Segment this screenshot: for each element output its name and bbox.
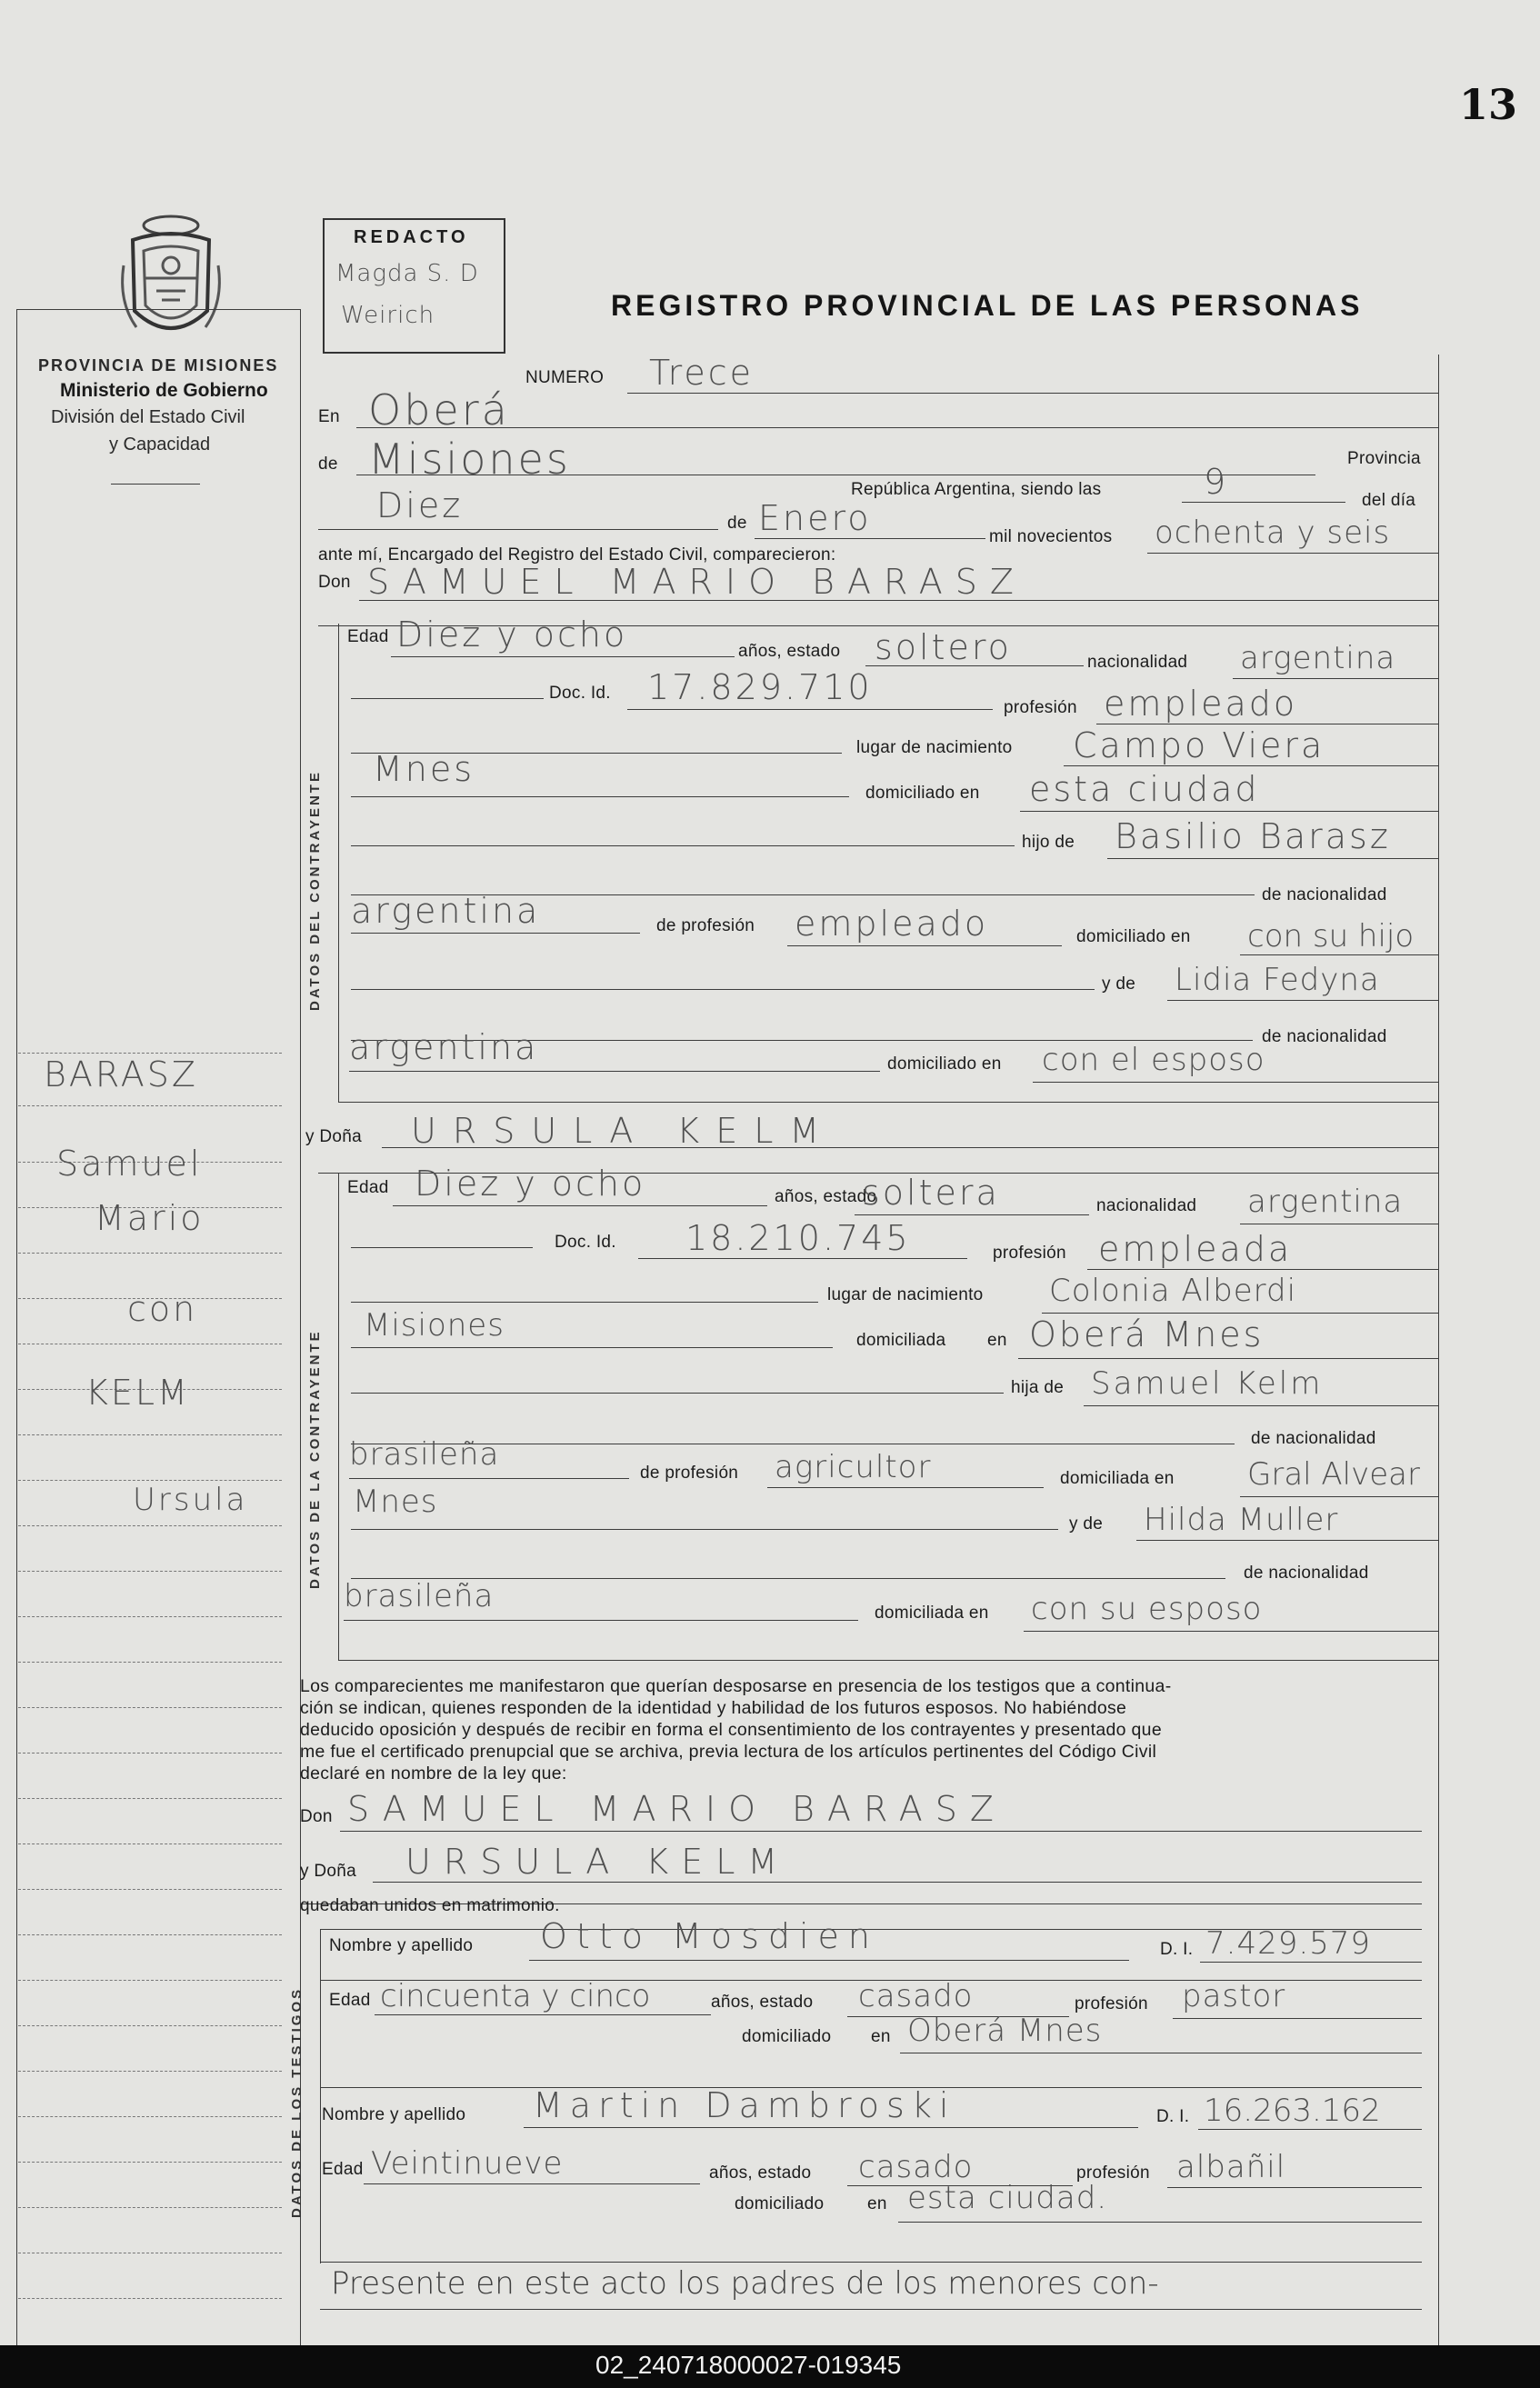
t2-dom-value: esta ciudad. (907, 2180, 1108, 2216)
f-nacionalidad-value: argentina (1247, 1184, 1404, 1220)
c-madre-value: Lidia Fedyna (1175, 962, 1380, 998)
c-profesion-label: profesión (1004, 698, 1077, 717)
decl-dona-value: URSULA KELM (405, 1842, 791, 1882)
office-division: División del Estado Civil (51, 407, 245, 427)
numero-value: Trece (649, 353, 755, 393)
c-domicilio-label: domiciliado en (865, 784, 980, 803)
margin-note-surname2: KELM (85, 1373, 190, 1413)
mes-value: Enero (758, 498, 872, 538)
t1-di-label: D. I. (1160, 1940, 1194, 1959)
provincia-label: Provincia (1347, 449, 1421, 468)
en-value: Oberá (368, 385, 510, 435)
de2-label: de (727, 514, 747, 533)
office-ministry: Ministerio de Gobierno (60, 380, 268, 401)
c-nacionalidad-value: argentina (1240, 640, 1396, 676)
margin-note-name3: Ursula (133, 1482, 248, 1518)
f-madre-value: Hilda Muller (1144, 1502, 1339, 1538)
ante-label: ante mí, Encargado del Registro del Estado Civil, comparecieron: (318, 545, 836, 565)
f-anios-label: años, estado (775, 1187, 877, 1206)
f-y-de-label: y de (1069, 1514, 1104, 1534)
c-padre-prof-value: empleado (795, 904, 989, 944)
f-padre-value: Samuel Kelm (1091, 1365, 1324, 1402)
en-label: En (318, 407, 340, 426)
margin-note-con: con (127, 1289, 198, 1329)
f-padre-dom-label: domiciliada en (1060, 1469, 1175, 1488)
dia-value: Diez (376, 485, 464, 525)
f-domicilio-label: domiciliada (856, 1331, 946, 1350)
decl-line-5: declaré en nombre de la ley que: (300, 1764, 567, 1784)
del-dia-label: del día (1362, 491, 1416, 510)
stamp-signature-2: Weirich (341, 302, 435, 329)
margin-note-name2: Mario (95, 1198, 205, 1238)
f-doc-label: Doc. Id. (555, 1233, 616, 1252)
f-padre-dom2-value: Mnes (353, 1484, 438, 1520)
c-domicilio-value: esta ciudad (1029, 769, 1260, 809)
contrayente-f-side-label: DATOS DE LA CONTRAYENTE (307, 1329, 323, 1589)
t1-profesion-label: profesión (1075, 1994, 1148, 2013)
f-nacionalidad-label: nacionalidad (1096, 1196, 1197, 1215)
c-de-prof-label: de profesión (656, 916, 755, 935)
f-padre-nac-value: brasileña (349, 1436, 500, 1473)
decl-line-3: deducido oposición y después de recibir en forma el consentimiento de los contrayentes y presentado que (300, 1720, 1162, 1740)
t1-nombre-value: Otto Mosdien (540, 1916, 880, 1956)
t2-profesion-value: albañil (1176, 2149, 1286, 2185)
f-profesion-label: profesión (993, 1244, 1066, 1263)
f-padre-dom-value: Gral Alvear (1247, 1456, 1420, 1493)
f-domicilio-value: Oberá Mnes (1029, 1314, 1265, 1354)
anio-value: ochenta y seis (1155, 515, 1391, 551)
t2-en-label: en (867, 2194, 887, 2213)
t1-edad-label: Edad (329, 1991, 371, 2010)
c-anios-label: años, estado (738, 642, 841, 661)
t2-di-label: D. I. (1156, 2107, 1190, 2126)
contrayente-side-label: DATOS DEL CONTRAYENTE (307, 770, 323, 1011)
decl-dona-label: y Doña (300, 1862, 357, 1881)
republica-label: República Argentina, siendo las (851, 480, 1102, 499)
c-madre-dom-label: domiciliado en (887, 1054, 1002, 1074)
mil-label: mil novecientos (989, 527, 1113, 546)
t1-en-label: en (871, 2027, 891, 2046)
margin-note-surname: BARASZ (44, 1054, 198, 1094)
decl-line-2: ción se indican, quienes responden de la identidad y habilidad de los futuros esposos. No habiéndose (300, 1698, 1127, 1718)
c-de-nac-label: de nacionalidad (1262, 885, 1387, 904)
t1-estado-value: casado (858, 1978, 974, 2014)
de-label: de (318, 455, 338, 474)
dona-value: URSULA KELM (411, 1111, 836, 1151)
f-de-nac-label: de nacionalidad (1251, 1429, 1376, 1448)
c-doc-value: 17.829.710 (647, 667, 873, 707)
decl-unidos: quedaban unidos en matrimonio. (300, 1896, 560, 1915)
t2-edad-value: Veintinueve (371, 2145, 564, 2182)
don-label: Don (318, 573, 351, 592)
f-edad-value: Diez y ocho (415, 1164, 646, 1204)
decl-don-label: Don (300, 1807, 333, 1826)
f-lugar2-value: Misiones (364, 1307, 505, 1344)
c-nacionalidad-label: nacionalidad (1087, 653, 1188, 672)
c-estado-value: soltero (875, 627, 1012, 667)
office-province: PROVINCIA DE MISIONES (38, 356, 279, 375)
c-madre-dom-value: con el esposo (1042, 1042, 1265, 1078)
c-lugar-value: Campo Viera (1073, 725, 1325, 765)
y-dona-label: y Doña (305, 1127, 363, 1146)
margin-note-name1: Samuel (56, 1144, 203, 1184)
hora-value: 9 (1204, 462, 1229, 502)
f-edad-label: Edad (347, 1178, 389, 1197)
f-profesion-value: empleada (1098, 1229, 1293, 1269)
c-padre-nac-value: argentina (351, 891, 541, 931)
t1-profesion-value: pastor (1182, 1978, 1286, 2014)
f-madre-nac-value: brasileña (344, 1578, 495, 1614)
numero-label: NUMERO (525, 368, 605, 387)
f-hija-label: hija de (1011, 1378, 1065, 1397)
t1-di-value: 7.429.579 (1205, 1925, 1372, 1962)
c-lugar-label: lugar de nacimiento (856, 738, 1013, 757)
t1-anios-label: años, estado (711, 1993, 814, 2012)
decl-line-1: Los comparecientes me manifestaron que querían desposarse en presencia de los testigos que a continua- (300, 1676, 1172, 1696)
c-padre-dom-label: domiciliado en (1076, 927, 1191, 946)
stamp-signature-1: Magda S. D (335, 260, 479, 287)
t2-nombre-label: Nombre y apellido (322, 2105, 466, 2124)
f-lugar-value: Colonia Alberdi (1049, 1273, 1297, 1309)
t1-dom-label: domiciliado (742, 2027, 832, 2046)
don-value: SAMUEL MARIO BARASZ (367, 562, 1026, 602)
c-profesion-value: empleado (1104, 684, 1298, 724)
image-id: 02_240718000027-019345 (595, 2351, 902, 2379)
f-de-nac2-label: de nacionalidad (1244, 1564, 1369, 1583)
t2-di-value: 16.263.162 (1204, 2093, 1381, 2129)
f-lugar-label: lugar de nacimiento (827, 1285, 984, 1304)
decl-don-value: SAMUEL MARIO BARASZ (347, 1789, 1006, 1829)
f-de-prof-label: de profesión (640, 1464, 739, 1483)
c-lugar2-value: Mnes (373, 749, 475, 789)
c-de-nac2-label: de nacionalidad (1262, 1027, 1387, 1046)
footer-note: Presente en este acto los padres de los menores con- (331, 2265, 1159, 2302)
c-padre-dom-value: con su hijo (1247, 918, 1415, 954)
t2-anios-label: años, estado (709, 2163, 812, 2183)
c-edad-value: Diez y ocho (396, 614, 628, 654)
c-padre-value: Basilio Barasz (1115, 816, 1391, 856)
f-padre-prof-value: agricultor (775, 1449, 932, 1485)
redacto-stamp (323, 218, 505, 354)
f-madre-dom-value: con su esposo (1031, 1591, 1263, 1627)
c-y-de-label: y de (1102, 974, 1136, 994)
decl-line-4: me fue el certificado prenupcial que se archiva, previa lectura de los artículos pertinentes del Código Civil (300, 1742, 1157, 1762)
coat-of-arms-icon (116, 211, 225, 345)
c-edad-label: Edad (347, 627, 389, 646)
f-estado-value: soltera (862, 1173, 1000, 1213)
f-madre-dom-label: domiciliada en (875, 1604, 989, 1623)
t1-nombre-label: Nombre y apellido (329, 1936, 474, 1955)
page-number: 13 (1459, 80, 1518, 129)
t2-edad-label: Edad (322, 2160, 364, 2179)
office-capacity: y Capacidad (109, 435, 211, 455)
t2-nombre-value: Martin Dambroski (533, 2085, 956, 2125)
t1-dom-value: Oberá Mnes (907, 2013, 1103, 2049)
de-value: Misiones (368, 435, 571, 484)
stamp-title: REDACTO (354, 227, 469, 247)
registry-title: REGISTRO PROVINCIAL DE LAS PERSONAS (611, 289, 1364, 322)
t2-dom-label: domiciliado (735, 2194, 825, 2213)
c-doc-label: Doc. Id. (549, 684, 611, 703)
t2-profesion-label: profesión (1076, 2163, 1150, 2183)
c-madre-nac-value: argentina (349, 1027, 539, 1067)
f-doc-value: 18.210.745 (685, 1218, 911, 1258)
testigos-side-label: DATOS DE LOS TESTIGOS (289, 1986, 305, 2218)
t2-estado-value: casado (858, 2149, 974, 2185)
f-en-label: en (987, 1331, 1007, 1350)
c-hijo-label: hijo de (1022, 833, 1075, 852)
t1-edad-value: cincuenta y cinco (380, 1978, 651, 2014)
